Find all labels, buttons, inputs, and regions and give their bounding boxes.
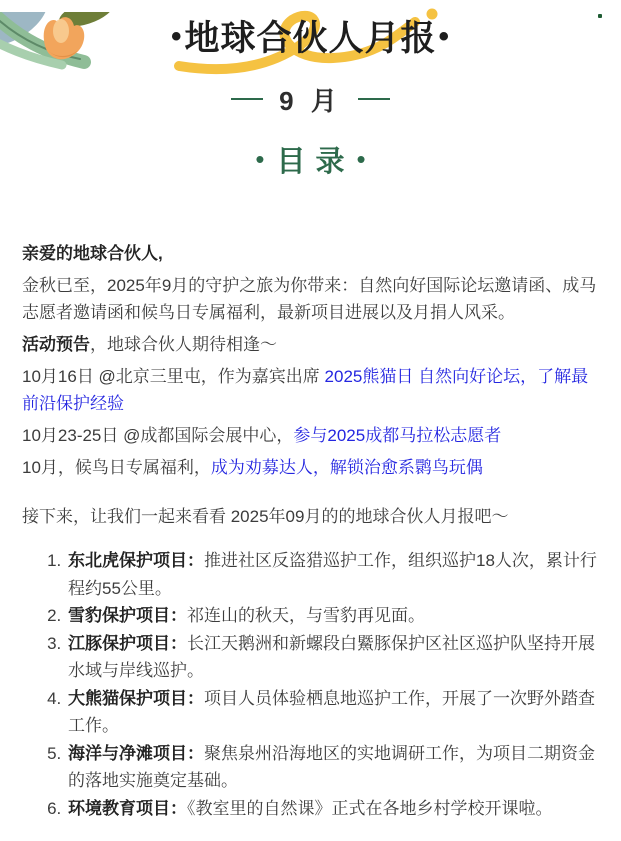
event-prefix: 10月16日 @北京三里屯，作为嘉宾出席	[22, 367, 325, 386]
project-desc: 项目人员体验栖息地巡护工作，开展了一次野外踏查工作。	[68, 688, 595, 735]
title-right-dot: •	[438, 20, 451, 53]
lead-in: 接下来，让我们一起来看看 2025年09月的的地球合伙人月报吧～	[22, 507, 509, 526]
toc-left-dot: •	[255, 143, 265, 174]
events-heading-bold: 活动预告	[22, 335, 90, 354]
intro-paragraph: 金秋已至，2025年9月的守护之旅为你带来：自然向好国际论坛邀请函、成马志愿者邀请函和候鸟日专属福利，最新项目进展以及月捐人风采。	[22, 276, 597, 322]
month-heading	[0, 84, 621, 114]
project-name: 江豚保护项目：	[68, 633, 187, 653]
project-name: 海洋与净滩项目：	[68, 743, 204, 763]
page-title-text: 地球合伙人月报	[184, 19, 437, 58]
project-item-education	[66, 795, 599, 823]
events-heading	[22, 331, 599, 358]
project-name: 雪豹保护项目：	[68, 606, 187, 625]
project-name: 东北虎保护项目：	[68, 551, 204, 570]
project-list	[22, 547, 599, 822]
project-desc: 推进社区反盗猎巡护工作，组织巡护18人次，累计行程约55公里。	[68, 551, 597, 598]
page-title	[0, 12, 621, 64]
event-link-marathon-volunteer[interactable]: 参与2025成都马拉松志愿者	[293, 426, 502, 445]
project-desc: 《教室里的自然课》正式在各地乡村学校开课啦。	[187, 798, 553, 818]
project-item-porpoise	[66, 630, 599, 685]
newsletter-body	[0, 240, 621, 822]
event-prefix: 10月，候鸟日专属福利，	[22, 458, 211, 477]
project-item-ocean	[66, 740, 599, 795]
project-item-panda	[66, 685, 599, 740]
event-item	[22, 422, 599, 449]
event-link-panda-forum[interactable]: 2025熊猫日 自然向好论坛，了解最前沿保护经验	[22, 367, 589, 413]
greeting: 亲爱的地球合伙人,	[22, 244, 163, 263]
project-desc: 聚焦泉州沿海地区的实地调研工作，为项目二期资金的落地实施奠定基础。	[68, 743, 595, 790]
project-desc: 长江天鹅洲和新螺段白鱀豚保护区社区巡护队坚持开展水域与岸线巡护。	[68, 633, 595, 680]
month-right-dash	[358, 98, 390, 100]
event-item	[22, 363, 599, 417]
project-name: 环境教育项目：	[68, 798, 187, 818]
event-prefix: 10月23-25日 @成都国际会展中心，	[22, 426, 294, 445]
title-block	[0, 12, 621, 62]
event-item	[22, 454, 599, 481]
month-left-dash	[231, 98, 263, 100]
toc-label: 目录	[276, 145, 355, 178]
event-link-bird-day-reward[interactable]: 成为劝募达人，解锁治愈系鹮鸟玩偶	[210, 458, 483, 477]
project-item-snow-leopard	[66, 602, 599, 630]
project-name: 大熊猫保护项目：	[68, 688, 204, 708]
events-heading-rest: ，地球合伙人期待相逢～	[90, 335, 277, 354]
newsletter-page	[0, 12, 621, 841]
month-label: 9 月	[279, 85, 342, 116]
title-left-dot: •	[170, 20, 183, 53]
toc-right-dot: •	[356, 143, 366, 174]
toc-heading	[0, 142, 621, 176]
project-desc: 祁连山的秋天，与雪豹再见面。	[187, 606, 425, 625]
newsletter-header	[0, 12, 621, 176]
project-item-tiger	[66, 547, 599, 602]
